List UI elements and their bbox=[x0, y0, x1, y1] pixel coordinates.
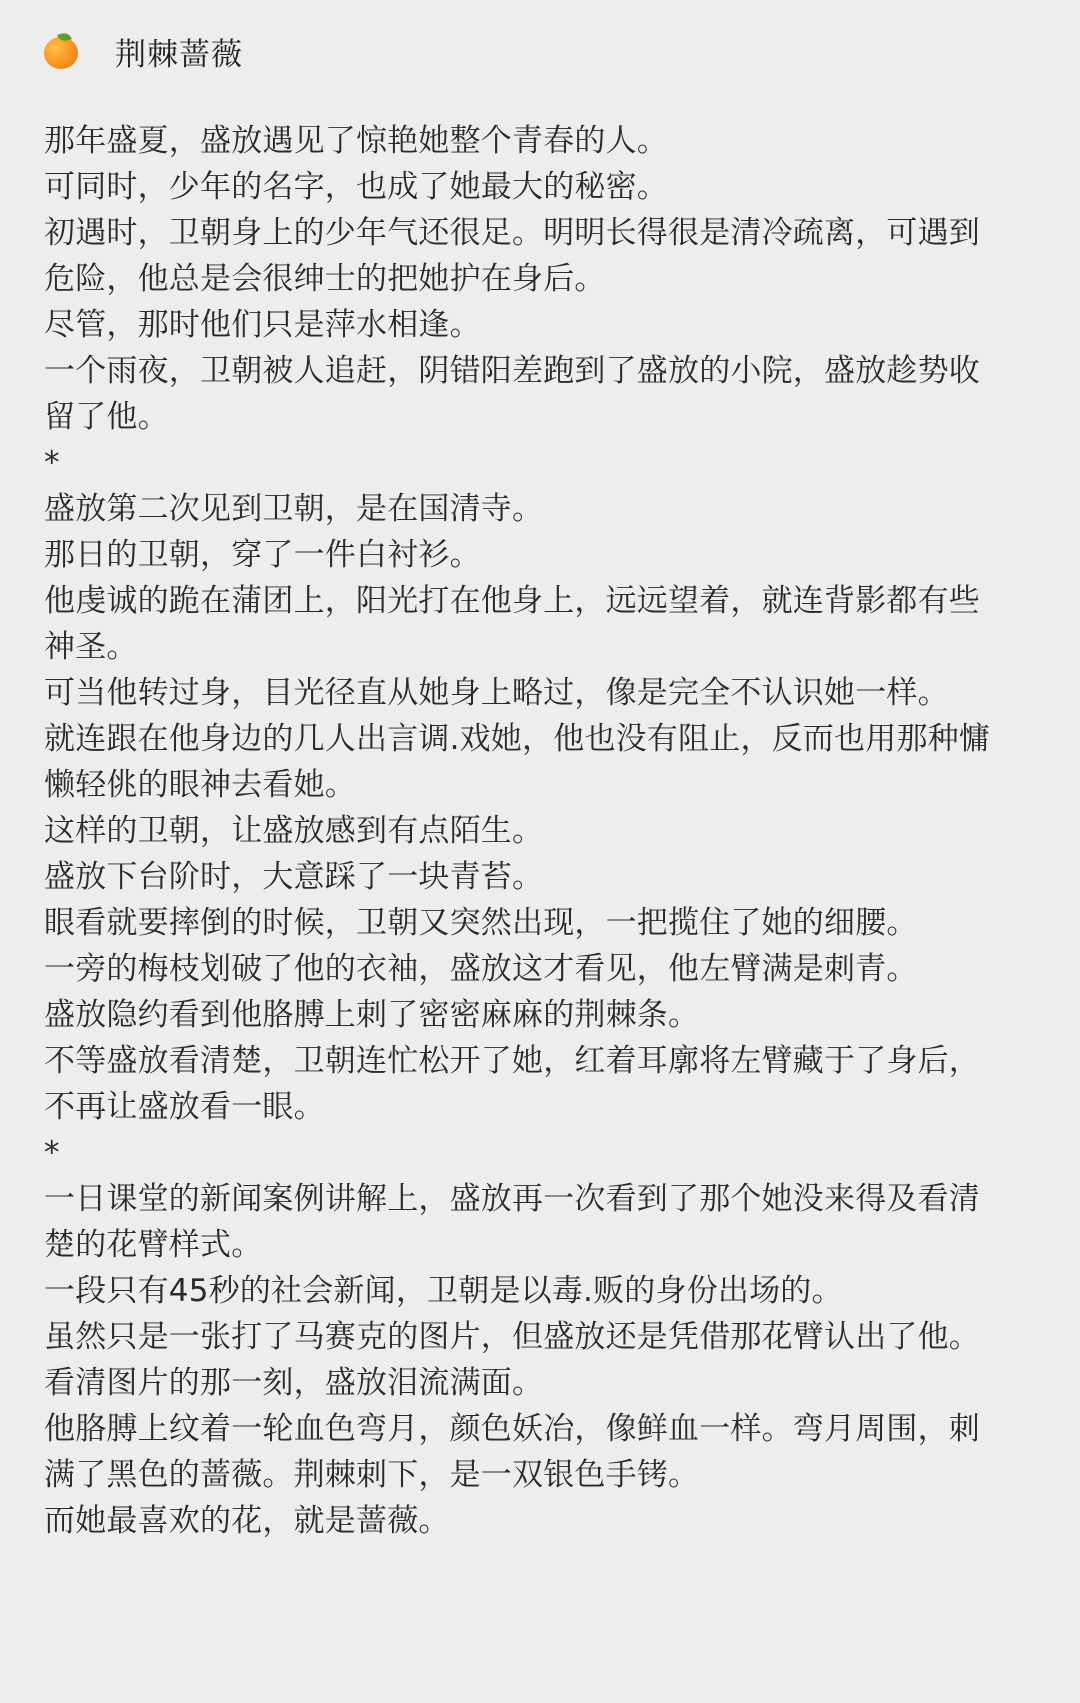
post-header bbox=[44, 28, 243, 74]
paragraph: 一旁的梅枝划破了他的衣袖，盛放这才看见，他左臂满是刺青。 bbox=[44, 951, 918, 987]
paragraph: 初遇时，卫朝身上的少年气还很足。明明长得很是清冷疏离，可遇到危险，他总是会很绅士的把她护在身后。 bbox=[44, 215, 980, 297]
paragraph: 不等盛放看清楚，卫朝连忙松开了她，红着耳廓将左臂藏于了身后，不再让盛放看一眼。 bbox=[44, 1043, 980, 1125]
orange-icon bbox=[44, 33, 80, 69]
paragraph: 就连跟在他身边的几人出言调.戏她，他也没有阻止，反而也用那种慵懒轻佻的眼神去看她。 bbox=[44, 721, 991, 803]
paragraph: 他胳膊上纹着一轮血色弯月，颜色妖冶，像鲜血一样。弯月周围，刺满了黑色的蔷薇。荆棘刺下，是一双银色手铐。 bbox=[44, 1411, 980, 1493]
paragraph: 一日课堂的新闻案例讲解上，盛放再一次看到了那个她没来得及看清楚的花臂样式。 bbox=[44, 1181, 980, 1263]
story-text bbox=[44, 118, 1004, 1544]
paragraph: 眼看就要摔倒的时候，卫朝又突然出现，一把揽住了她的细腰。 bbox=[44, 905, 918, 941]
paragraph: 盛放下台阶时，大意踩了一块青苔。 bbox=[44, 859, 544, 895]
paragraph: 那日的卫朝，穿了一件白衬衫。 bbox=[44, 537, 481, 573]
paragraph: 可同时，少年的名字，也成了她最大的秘密。 bbox=[44, 169, 668, 205]
paragraph: 这样的卫朝，让盛放感到有点陌生。 bbox=[44, 813, 544, 849]
paragraph: 那年盛夏，盛放遇见了惊艳她整个青春的人。 bbox=[44, 123, 668, 159]
paragraph: 虽然只是一张打了马赛克的图片，但盛放还是凭借那花臂认出了他。 bbox=[44, 1319, 980, 1355]
paragraph: 盛放第二次见到卫朝，是在国清寺。 bbox=[44, 491, 544, 527]
paragraph: 可当他转过身，目光径直从她身上略过，像是完全不认识她一样。 bbox=[44, 675, 949, 711]
post-title: 荆棘蔷薇 bbox=[115, 36, 243, 73]
paragraph: 他虔诚的跪在蒲团上，阳光打在他身上，远远望着，就连背影都有些神圣。 bbox=[44, 583, 980, 665]
section-separator: * bbox=[44, 1135, 60, 1171]
paragraph: 而她最喜欢的花，就是蔷薇。 bbox=[44, 1503, 450, 1539]
paragraph: 一个雨夜，卫朝被人追赶，阴错阳差跑到了盛放的小院，盛放趁势收留了他。 bbox=[44, 353, 980, 435]
section-separator: * bbox=[44, 445, 60, 481]
paragraph: 看清图片的那一刻，盛放泪流满面。 bbox=[44, 1365, 544, 1401]
paragraph: 尽管，那时他们只是萍水相逢。 bbox=[44, 307, 481, 343]
paragraph: 一段只有45秒的社会新闻，卫朝是以毒.贩的身份出场的。 bbox=[44, 1273, 843, 1309]
paragraph: 盛放隐约看到他胳膊上刺了密密麻麻的荆棘条。 bbox=[44, 997, 700, 1033]
